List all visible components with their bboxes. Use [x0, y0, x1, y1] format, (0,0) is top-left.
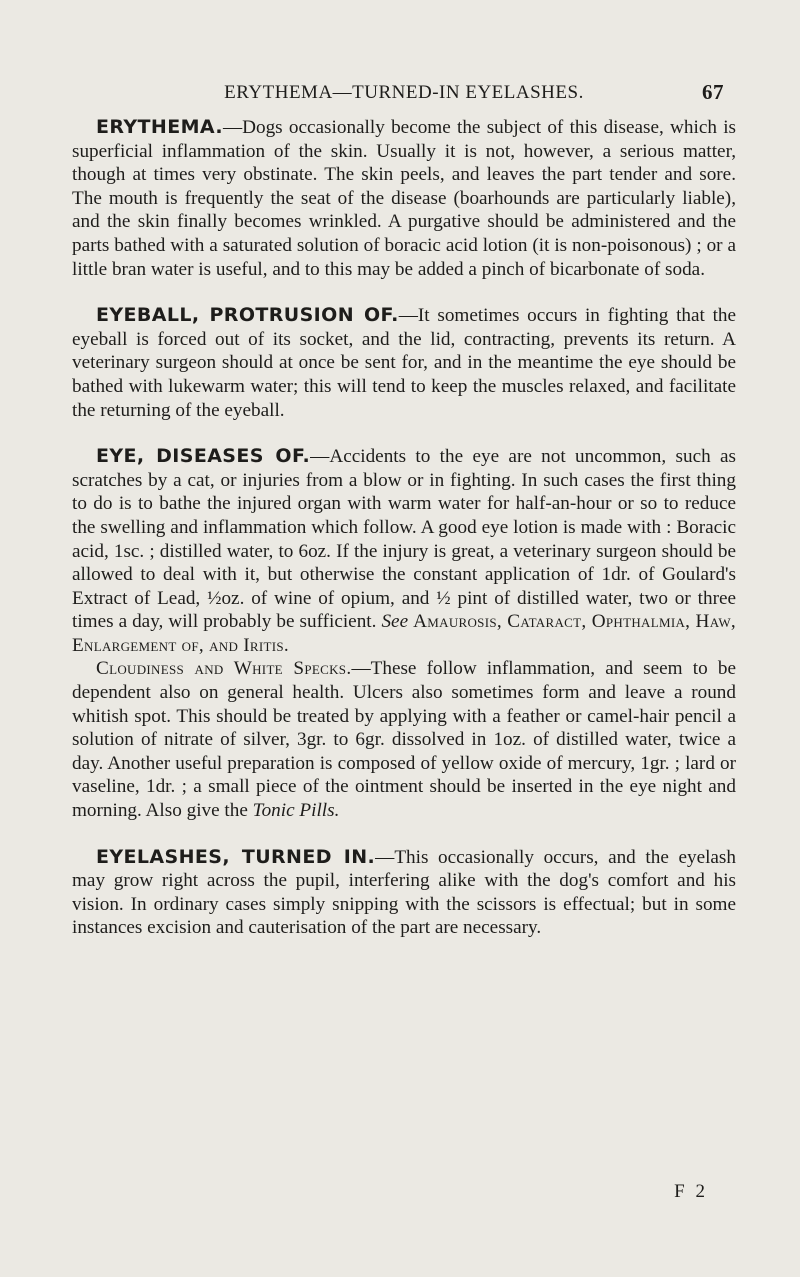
subentry-text: —These follow inflammation, and seem to be dependent also on general health. Ulcers also sometimes form and leave a round whitish spot. This should be treated by applying with a feather or camel-hair pencil a solution of nitrate of silver, 3gr. to 6gr. dissolved in 1oz. of distilled water, twice a day. Another useful preparation is composed of yellow oxide of mercury, 1gr. ; lard or vaseline, 1dr. ; a small piece of the ointment should be inserted in the eye night and morning. Also give the [72, 658, 736, 822]
entry-eye-diseases [72, 445, 736, 657]
running-head [72, 82, 736, 112]
tonic-pills-ref: Tonic Pills. [252, 800, 340, 822]
entry-headword: EYELASHES, TURNED IN. [96, 845, 376, 868]
subentry-heading: Cloudiness and White Specks. [96, 658, 352, 680]
entry-text: —Accidents to the eye are not uncommon, such as scratches by a cat, or injuries from a blow or in fighting. In such cases the first thing to do is to bathe the injured organ with warm water for half-an-hour or so to reduce the swelling and inflammation which follow. A good eye lotion is made with : Boracic acid, 1sc. ; distilled water, to 6oz. If the injury is great, a veterinary surgeon should be allowed to deal with it, but otherwise the constant application of 1dr. of Goulard's Extract of Lead, ½oz. of wine of opium, and ½ pint of distilled water, two or three times a day, will probably be sufficient. [72, 446, 736, 633]
entry-headword: ERYTHEMA. [96, 116, 223, 138]
subentry-cloudiness [72, 657, 736, 822]
entry-headword: EYEBALL, PROTRUSION OF. [96, 304, 399, 327]
signature-mark: F 2 [674, 1181, 708, 1202]
entry-text: —It sometimes occurs in fighting that the eyeball is forced out of its socket, and the lid, contracting, prevents its return. A veterinary surgeon should at once be sent for, and in the meantime the eye should be bathed with lukewarm water; this will tend to keep the muscles relaxed, and facilitate the returning of the eyeball. [72, 305, 737, 421]
entry-headword: EYE, DISEASES OF. [96, 445, 311, 468]
see-label: See [381, 611, 409, 633]
entry-text: —This occasionally occurs, and the eyelash may grow right across the pupil, interfering alike with the dog's comfort and his vision. In ordinary cases simply snipping with the scissors is effectual; but in some instances excision and cauterisation of the part are necessary. [72, 846, 736, 939]
entry-eyeball-protrusion [72, 304, 736, 422]
running-title: ERYTHEMA—TURNED-IN EYELASHES. [224, 82, 584, 103]
cross-references: Amaurosis, Cataract, Ophthalmia, Haw, Enlargement of, and Iritis. [72, 611, 737, 656]
page-number: 67 [702, 80, 724, 104]
entry-text: —Dogs occasionally become the subject of this disease, which is superficial inflammation of the skin. Usually it is not, however, a serious matter, though at times very obstinate. The skin peels, and leaves the part tender and sore. The mouth is frequently the seat of the disease (boarhounds are particularly liable), and the skin finally becomes wrinkled. A purgative should be administered and the parts bathed with a saturated solution of boracic acid lotion (it is non-poisonous) ; or a little bran water is useful, and to this may be added a pinch of bicarbonate of soda. [72, 117, 736, 280]
entry-erythema [72, 116, 736, 281]
entry-eyelashes-turned-in [72, 846, 736, 940]
